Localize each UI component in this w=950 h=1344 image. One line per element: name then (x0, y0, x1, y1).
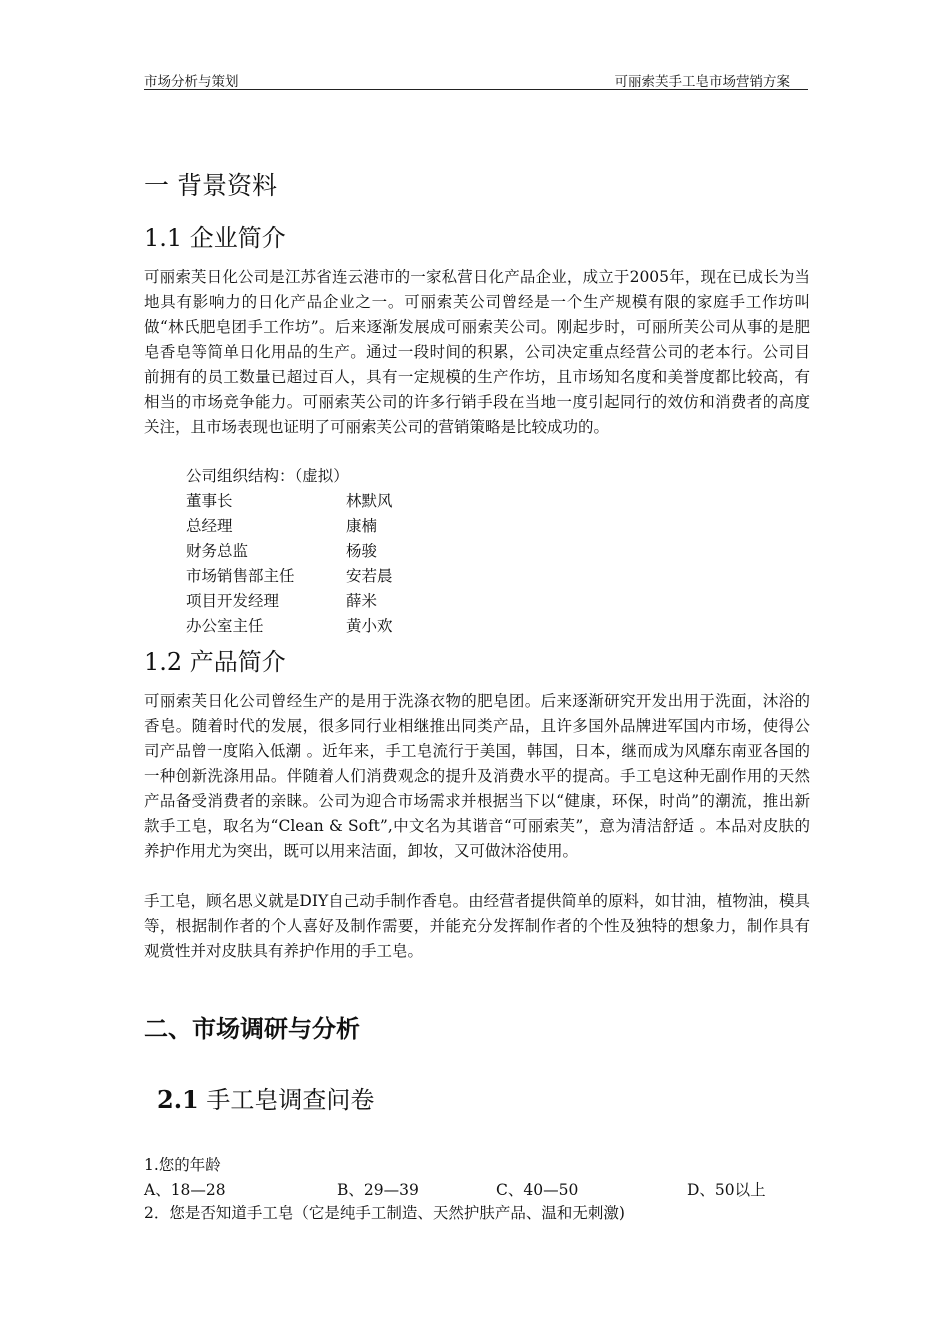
org-name: 康楠 (346, 517, 378, 535)
org-role: 市场销售部主任 (186, 567, 295, 585)
question-1-option-b: B、29—39 (337, 1181, 419, 1199)
company-intro-paragraph: 可丽索芙日化公司是江苏省连云港市的一家私营日化产品企业，成立于2005年，现在已成长为当地具有影响力的日化产品企业之一。可丽索芙公司曾经是一个生产规模有限的家庭手工作坊叫做“林氏肥皂团手工作坊”。后来逐渐发展成可丽索芙公司。刚起步时，可丽所芙公司从事的是肥皂香皂等简单日化用品的生产。通过一段时间的积累，公司决定重点经营公司的老本行。公司目前拥有的员工数量已超过百人，具有一定规模的生产作坊，且市场知名度和美誉度都比较高，有相当的市场竞争能力。可丽索芙公司的许多行销手段在当地一度引起同行的效仿和消费者的高度关注，且市场表现也证明了可丽索芙公司的营销策略是比较成功的。 (144, 268, 810, 436)
page-header (144, 70, 808, 90)
org-role: 总经理 (186, 517, 233, 535)
question-1-option-d: D、50以上 (687, 1181, 766, 1199)
org-name: 林默风 (346, 492, 393, 510)
subsection-2-1-number: 2.1 (157, 1085, 199, 1114)
subsection-2-1-text: 手工皂调查问卷 (206, 1086, 375, 1114)
question-1-option-a: A、18—28 (144, 1181, 226, 1199)
header-right-text: 可丽索芙手工皂市场营销方案 (614, 74, 790, 90)
org-role: 项目开发经理 (186, 592, 280, 610)
question-1-option-c: C、40—50 (496, 1181, 579, 1199)
header-left-text: 市场分析与策划 (144, 74, 239, 90)
subsection-1-2-title: 1.2 产品简介 (144, 648, 286, 676)
org-name: 杨骏 (346, 542, 378, 560)
org-name: 黄小欢 (346, 617, 393, 635)
section2-title: 二、市场调研与分析 (144, 1015, 360, 1043)
product-intro-paragraph-1: 可丽索芙日化公司曾经生产的是用于洗涤衣物的肥皂团。后来逐渐研究开发出用于洗面，沐浴的香皂。随着时代的发展，很多同行业相继推出同类产品，且许多国外品牌进军国内市场，使得公司产品曾一度陷入低潮 。近年来，手工皂流行于美国，韩国，日本，继而成为风靡东南亚各国的一种创新洗涤用品。伴随着人们消费观念的提升及消费水平的提高。手工皂这种无副作用的天然产品备受消费者的亲睐。公司为迎合市场需求并根据当下以“健康，环保，时尚”的潮流，推出新款手工皂，取名为“Clean & Soft”,中文名为其谐音“可丽索芙”，意为清洁舒适 。本品对皮肤的养护作用尤为突出，既可以用来洁面，卸妆，又可做沐浴使用。 (144, 692, 810, 860)
product-intro-paragraph-2: 手工皂，顾名思义就是DIY自己动手制作香皂。由经营者提供简单的原料，如甘油，植物油，模具等，根据制作者的个人喜好及制作需要，并能充分发挥制作者的个性及独特的想象力，制作具有观赏性并对皮肤具有养护作用的手工皂。 (144, 892, 810, 960)
org-role: 董事长 (186, 492, 233, 510)
subsection-1-1-title: 1.1 企业简介 (144, 224, 286, 252)
org-role: 办公室主任 (186, 617, 264, 635)
question-2: 2．您是否知道手工皂（它是纯手工制造、天然护肤产品、温和无刺激) (144, 1204, 625, 1222)
subsection-2-1-title (157, 1080, 374, 1115)
org-name: 薛米 (346, 592, 378, 610)
section1-title: 一 背景资料 (144, 171, 277, 200)
org-name: 安若晨 (346, 567, 393, 585)
question-1: 1.您的年龄 (144, 1156, 221, 1174)
org-role: 财务总监 (186, 542, 249, 560)
